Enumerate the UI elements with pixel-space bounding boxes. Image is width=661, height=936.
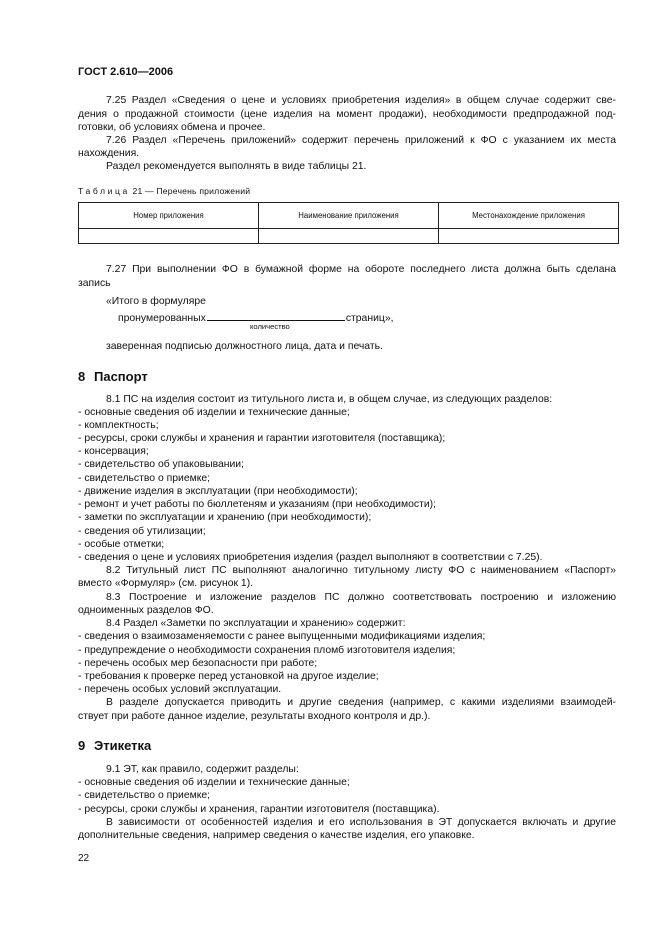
list-item: - сведения о взаимозаменяемости с ранее выпущенными модификациями изделия; xyxy=(78,631,486,642)
page-number: 22 xyxy=(78,853,90,864)
record-subscript: количество xyxy=(250,322,290,331)
table-caption-text: 21 — Перечень приложений xyxy=(129,186,251,196)
table-header-cell: Местонахождение приложения xyxy=(439,203,619,229)
list-item: - движение изделия в эксплуатации (при необходимости); xyxy=(78,486,358,497)
list-item: - перечень особых условий эксплуатации. xyxy=(78,684,282,695)
list-item: - перечень особых мер безопасности при работе; xyxy=(78,658,318,669)
paragraph-8-3-line: одноименных разделов ФО. xyxy=(78,605,214,616)
table-caption xyxy=(78,186,250,196)
table-cell xyxy=(259,229,439,244)
table-caption-word: Таблица xyxy=(78,186,130,196)
paragraph-other-line: В разделе допускается приводить и другие сведения (например, с какими изделиями взаимодей- xyxy=(106,697,616,708)
paragraph-8-2-line: вместо «Формуляр» (см. рисунок 1). xyxy=(78,578,254,589)
paragraph-8-3-line: 8.3 Построение и изложение разделов ПС должно соответствовать построению и изложению xyxy=(106,592,616,603)
document-header: ГОСТ 2.610—2006 xyxy=(78,66,174,78)
list-item: - особые отметки; xyxy=(78,539,165,550)
paragraph-8-2-line: 8.2 Титульный лист ПС выполняют аналогично титульному листу ФО с наименованием «Паспорт» xyxy=(106,565,616,576)
paragraph-7-27-line: запись xyxy=(78,278,111,289)
list-item: - сведения об утилизации; xyxy=(78,526,206,537)
paragraph-8-1: 8.1 ПС на изделия состоит из титульного листа и, в общем случае, из следующих разделов: xyxy=(106,394,553,405)
record-text: страниц», xyxy=(345,313,394,324)
table-header-row xyxy=(79,203,619,229)
list-item: - сведения о цене и условиях приобретения изделия (раздел выполняют в соответствии с 7.25). xyxy=(78,552,543,563)
table-header-cell: Наименование приложения xyxy=(259,203,439,229)
section-9-heading xyxy=(78,738,151,753)
section-title: Этикетка xyxy=(94,738,152,753)
paragraph-dep-line: В зависимости от особенностей изделия и его использования в ЭТ допускается включать и другие xyxy=(106,817,616,828)
section-8-heading xyxy=(78,369,148,384)
list-item: - свидетельство о приемке; xyxy=(78,790,211,801)
paragraph-7-26-line: 7.26 Раздел «Перечень приложений» содержит перечень приложений к ФО с указанием их места xyxy=(106,135,616,146)
paragraph-7-26-line: Раздел рекомендуется выполнять в виде таблицы 21. xyxy=(106,161,367,172)
paragraph-other-line: ствует при работе данное изделие, результаты входного контроля и др.). xyxy=(78,711,431,722)
table-cell xyxy=(439,229,619,244)
list-item: - консервация; xyxy=(78,446,149,457)
section-title: Паспорт xyxy=(94,369,148,384)
paragraph-7-25-line: дения о продажной стоимости (цене изделия на момент продажи), необходимости предпродажной под- xyxy=(78,109,616,120)
paragraph-9-1: 9.1 ЭТ, как правило, содержит разделы: xyxy=(106,764,299,775)
table-21 xyxy=(78,202,619,244)
paragraph-7-25-line: готовки, об условиях обмена и прочее. xyxy=(78,122,266,133)
record-text: пронумерованных xyxy=(118,313,206,324)
record-line-1: «Итого в формуляре xyxy=(106,296,206,307)
record-blank-line xyxy=(207,310,345,321)
table-row xyxy=(79,229,619,244)
list-item: - ресурсы, сроки службы и хранения, гарантии изготовителя (поставщика). xyxy=(78,804,440,815)
paragraph-7-25-line: 7.25 Раздел «Сведения о цене и условиях приобретения изделия» в общем случае содержит све- xyxy=(106,95,616,106)
section-number: 9 xyxy=(78,738,86,753)
list-item: - комплектность; xyxy=(78,420,159,431)
list-item: - заметки по эксплуатации и хранению (при необходимости); xyxy=(78,512,372,523)
paragraph-dep-line: дополнительные сведения, например сведения о качестве изделия, его упаковке. xyxy=(78,830,475,841)
paragraph-7-27-line: 7.27 При выполнении ФО в бумажной форме на обороте последнего листа должна быть сделана xyxy=(106,264,616,275)
list-item: - ремонт и учет работы по бюллетеням и указаниям (при необходимости); xyxy=(78,499,436,510)
table-cell xyxy=(79,229,259,244)
section-number: 8 xyxy=(78,369,86,384)
paragraph-7-26-line: нахождения. xyxy=(78,148,140,159)
table-header-cell: Номер приложения xyxy=(79,203,259,229)
list-item: - ресурсы, сроки службы и хранения и гарантии изготовителя (поставщика); xyxy=(78,433,446,444)
list-item: - основные сведения об изделии и технические данные; xyxy=(78,777,350,788)
record-line-2 xyxy=(78,310,616,325)
record-after: заверенная подписью должностного лица, дата и печать. xyxy=(106,341,383,352)
list-item: - свидетельство о приемке; xyxy=(78,473,211,484)
paragraph-8-4: 8.4 Раздел «Заметки по эксплуатации и хранению» содержит: xyxy=(106,618,406,629)
list-item: - свидетельство об упаковывании; xyxy=(78,459,245,470)
list-item: - требования к проверке перед установкой на другое изделие; xyxy=(78,671,379,682)
list-item: - предупреждение о необходимости сохранения пломб изготовителя изделия; xyxy=(78,645,456,656)
list-item: - основные сведения об изделии и технические данные; xyxy=(78,407,350,418)
